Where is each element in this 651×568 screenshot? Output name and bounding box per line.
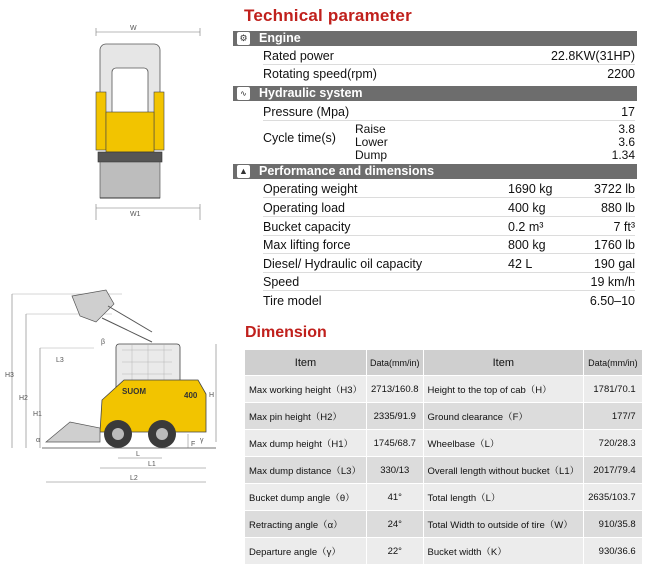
row-tire-model <box>263 292 635 310</box>
row-label: Cycle time(s) <box>263 131 336 145</box>
cell-value: 2635/103.7 <box>584 484 643 511</box>
cycle-dump-value: 1.34 <box>611 148 635 162</box>
cycle-lower-value: 3.6 <box>618 135 635 149</box>
side-dim-h3: H3 <box>5 372 14 379</box>
row-metric: 42 L <box>508 257 533 271</box>
section-engine <box>233 31 637 46</box>
side-dim-f: F <box>191 441 196 448</box>
cell-value: 2713/160.8 <box>367 376 424 403</box>
row-imperial: 190 gal <box>593 257 635 271</box>
cell-value: 930/36.6 <box>584 538 643 565</box>
row-label: Speed <box>263 275 300 289</box>
row-max-lifting-force <box>263 236 635 254</box>
dimension-title: Dimension <box>245 324 327 341</box>
table-row <box>245 376 643 403</box>
side-dim-l1: L1 <box>148 461 156 468</box>
cell-value: 330/13 <box>367 457 424 484</box>
cell-item: Bucket dump angle（θ） <box>245 484 367 511</box>
cycle-lower-label: Lower <box>355 135 388 149</box>
row-label: Max lifting force <box>263 238 351 252</box>
side-dim-h2: H2 <box>19 395 28 402</box>
cell-item: Bucket width（K） <box>423 538 584 565</box>
row-imperial: 3722 lb <box>593 182 635 196</box>
engine-icon: ⚙ <box>237 32 250 45</box>
table-header-row <box>245 350 643 376</box>
row-imperial: 19 km/h <box>590 275 635 289</box>
cell-value: 22° <box>367 538 424 565</box>
cell-item: Ground clearance（F） <box>423 403 584 430</box>
cell-item: Max pin height（H2） <box>245 403 367 430</box>
front-dim-w1: W1 <box>130 211 141 218</box>
side-view-drawing <box>2 282 230 492</box>
table-row <box>245 430 643 457</box>
cycle-dump-label: Dump <box>355 148 388 162</box>
row-metric: 0.2 m³ <box>508 220 544 234</box>
cell-item: Total length（L） <box>423 484 584 511</box>
dimension-table <box>244 349 643 565</box>
cell-item: Wheelbase（L） <box>423 430 584 457</box>
row-bucket-capacity <box>263 218 635 236</box>
row-label: Rotating speed(rpm) <box>263 67 377 81</box>
row-label: Pressure (Mpa) <box>263 105 350 119</box>
side-angle-alpha: α <box>36 437 41 444</box>
cell-value: 24° <box>367 511 424 538</box>
header-item: Item <box>245 350 367 376</box>
row-metric: 800 kg <box>508 238 546 252</box>
cell-value: 2017/79.4 <box>584 457 643 484</box>
cell-item: Departure angle（γ） <box>245 538 367 565</box>
row-operating-load <box>263 199 635 217</box>
side-dim-l2: L2 <box>130 475 138 482</box>
header-item: Item <box>423 350 584 376</box>
header-data: Data(mm/in) <box>367 350 424 376</box>
side-dim-h1: H1 <box>33 411 42 418</box>
section-performance-label: Performance and dimensions <box>259 164 435 178</box>
row-rated-power <box>263 47 635 65</box>
section-hydraulic-label: Hydraulic system <box>259 86 363 100</box>
row-imperial: 7 ft³ <box>613 220 635 234</box>
row-imperial: 880 lb <box>600 201 635 215</box>
row-value: 22.8KW(31HP) <box>550 49 635 63</box>
row-speed <box>263 273 635 291</box>
cell-item: Total Width to outside of tire（W） <box>423 511 584 538</box>
weight-icon: ▲ <box>237 165 250 178</box>
cell-item: Max working height（H3） <box>245 376 367 403</box>
row-oil-capacity <box>263 255 635 273</box>
row-value: 2200 <box>607 67 635 81</box>
side-brand: SUOM <box>122 387 146 396</box>
table-row <box>245 403 643 430</box>
row-metric: 400 kg <box>508 201 546 215</box>
page-title: Technical parameter <box>244 6 412 25</box>
cell-value: 910/35.8 <box>584 511 643 538</box>
hydraulic-icon: ∿ <box>237 87 250 100</box>
table-row <box>245 484 643 511</box>
side-dim-l: L <box>136 451 140 458</box>
cell-value: 177/7 <box>584 403 643 430</box>
cell-value: 1781/70.1 <box>584 376 643 403</box>
cell-value: 720/28.3 <box>584 430 643 457</box>
side-model: 400 <box>184 391 198 400</box>
cell-item: Height to the top of cab（H） <box>423 376 584 403</box>
row-label: Diesel/ Hydraulic oil capacity <box>263 257 423 271</box>
table-row <box>245 538 643 565</box>
row-label: Bucket capacity <box>263 220 351 234</box>
cell-value: 1745/68.7 <box>367 430 424 457</box>
side-angle-beta: β <box>101 339 106 346</box>
row-imperial: 6.50–10 <box>589 294 635 308</box>
header-data: Data(mm/in) <box>584 350 643 376</box>
front-view-drawing <box>84 22 214 222</box>
cell-item: Max dump height（H1） <box>245 430 367 457</box>
row-cycle-time <box>263 121 635 163</box>
row-pressure <box>263 103 635 121</box>
table-row <box>245 511 643 538</box>
cell-value: 2335/91.9 <box>367 403 424 430</box>
row-label: Operating load <box>263 201 346 215</box>
cell-item: Max dump distance（L3） <box>245 457 367 484</box>
row-metric: 1690 kg <box>508 182 553 196</box>
cycle-raise-label: Raise <box>355 122 386 136</box>
section-performance <box>233 164 637 179</box>
table-row <box>245 457 643 484</box>
cell-item: Overall length without bucket（L1） <box>423 457 584 484</box>
row-label: Tire model <box>263 294 322 308</box>
row-imperial: 1760 lb <box>593 238 635 252</box>
row-operating-weight <box>263 180 635 198</box>
side-dim-h: H <box>209 392 215 399</box>
section-hydraulic <box>233 86 637 101</box>
cell-value: 41° <box>367 484 424 511</box>
row-value: 17 <box>621 105 635 119</box>
row-label: Rated power <box>263 49 334 63</box>
row-label: Operating weight <box>263 182 358 196</box>
cell-item: Retracting angle（α） <box>245 511 367 538</box>
row-rotating-speed <box>263 65 635 83</box>
front-dim-w: W <box>130 25 137 32</box>
side-angle-gamma: γ <box>200 437 204 444</box>
section-engine-label: Engine <box>259 31 301 45</box>
cycle-raise-value: 3.8 <box>618 122 635 136</box>
side-dim-l3: L3 <box>56 357 64 364</box>
